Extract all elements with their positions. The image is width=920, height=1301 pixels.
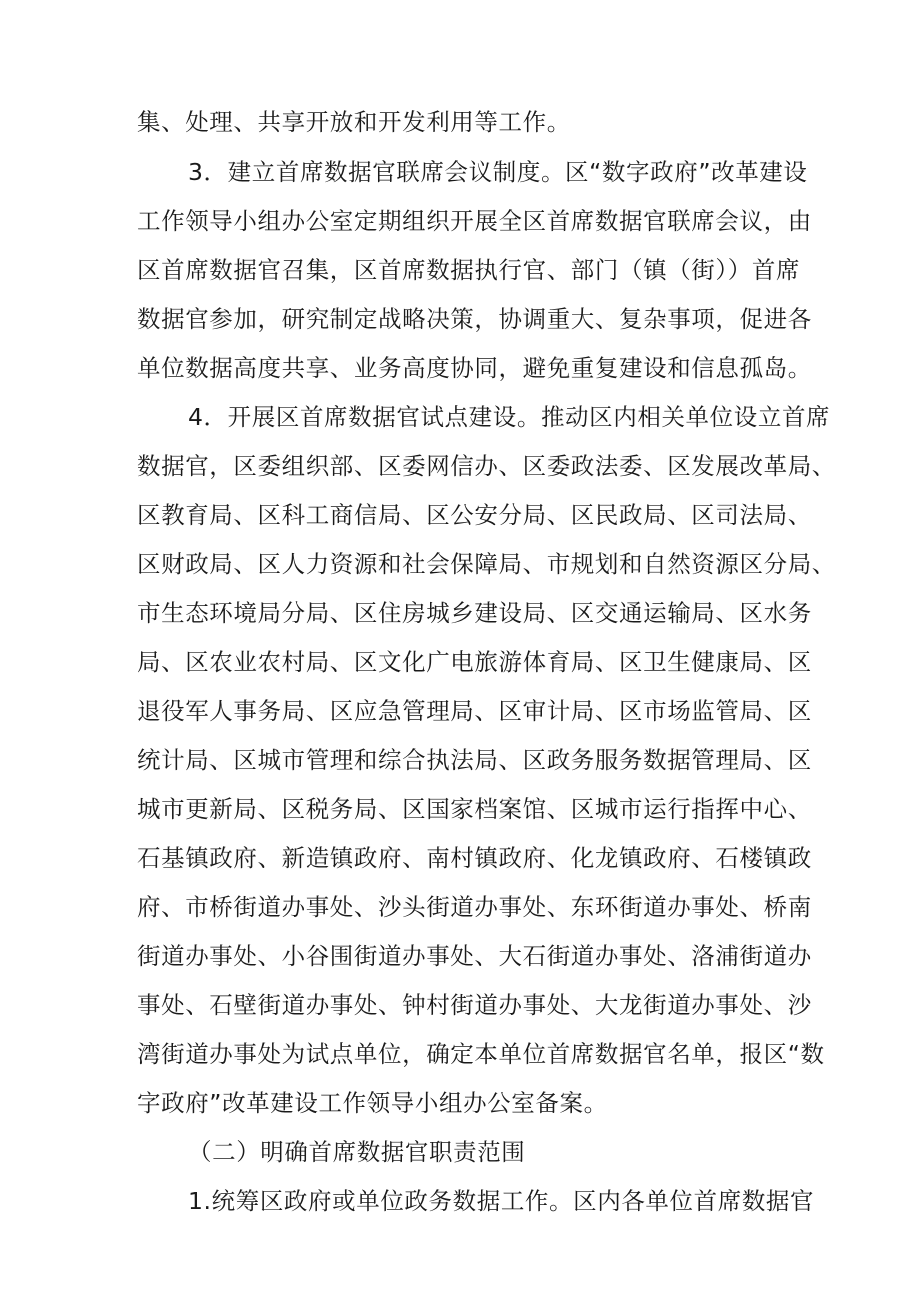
text-line: 湾街道办事处为试点单位，确定本单位首席数据官名单，报区“数 — [137, 1040, 825, 1068]
text-line: 府、市桥街道办事处、沙头街道办事处、东环街道办事处、桥南 — [137, 893, 812, 921]
text-line: 字政府”改革建设工作领导小组办公室备案。 — [137, 1089, 608, 1117]
text-line: 事处、石壁街道办事处、钟村街道办事处、大龙街道办事处、沙 — [137, 991, 812, 1019]
text-line: 集、处理、共享开放和开发利用等工作。 — [137, 108, 571, 136]
text-line: 局、区农业农村局、区文化广电旅游体育局、区卫生健康局、区 — [137, 648, 812, 676]
text-line: 区财政局、区人力资源和社会保障局、市规划和自然资源区分局、 — [137, 550, 836, 578]
text-line: 工作领导小组办公室定期组织开展全区首席数据官联席会议，由 — [137, 207, 812, 235]
text-line: 3．建立首席数据官联席会议制度。区“数字政府”改革建设 — [188, 158, 808, 186]
text-line: 数据官，区委组织部、区委网信办、区委政法委、区发展改革局、 — [137, 452, 836, 480]
text-line: 4．开展区首席数据官试点建设。推动区内相关单位设立首席 — [188, 403, 831, 431]
text-line: 市生态环境局分局、区住房城乡建设局、区交通运输局、区水务 — [137, 599, 812, 627]
text-line: 街道办事处、小谷围街道办事处、大石街道办事处、洛浦街道办 — [137, 942, 812, 970]
text-line: 数据官参加，研究制定战略决策，协调重大、复杂事项，促进各 — [137, 305, 812, 333]
text-line: 区教育局、区科工商信局、区公安分局、区民政局、区司法局、 — [137, 501, 812, 529]
text-line: 石基镇政府、新造镇政府、南村镇政府、化龙镇政府、石楼镇政 — [137, 844, 812, 872]
text-line: 区首席数据官召集，区首席数据执行官、部门（镇（街））首席 — [137, 256, 801, 284]
text-line: 统计局、区城市管理和综合执法局、区政务服务数据管理局、区 — [137, 746, 812, 774]
text-line: 城市更新局、区税务局、区国家档案馆、区城市运行指挥中心、 — [137, 795, 812, 823]
text-line: 退役军人事务局、区应急管理局、区审计局、区市场监管局、区 — [137, 697, 812, 725]
section-heading: （二）明确首席数据官职责范围 — [188, 1138, 526, 1166]
text-line: 单位数据高度共享、业务高度协同，避免重复建设和信息孤岛。 — [137, 354, 812, 382]
text-line: 1.统筹区政府或单位政务数据工作。区内各单位首席数据官 — [188, 1187, 815, 1215]
